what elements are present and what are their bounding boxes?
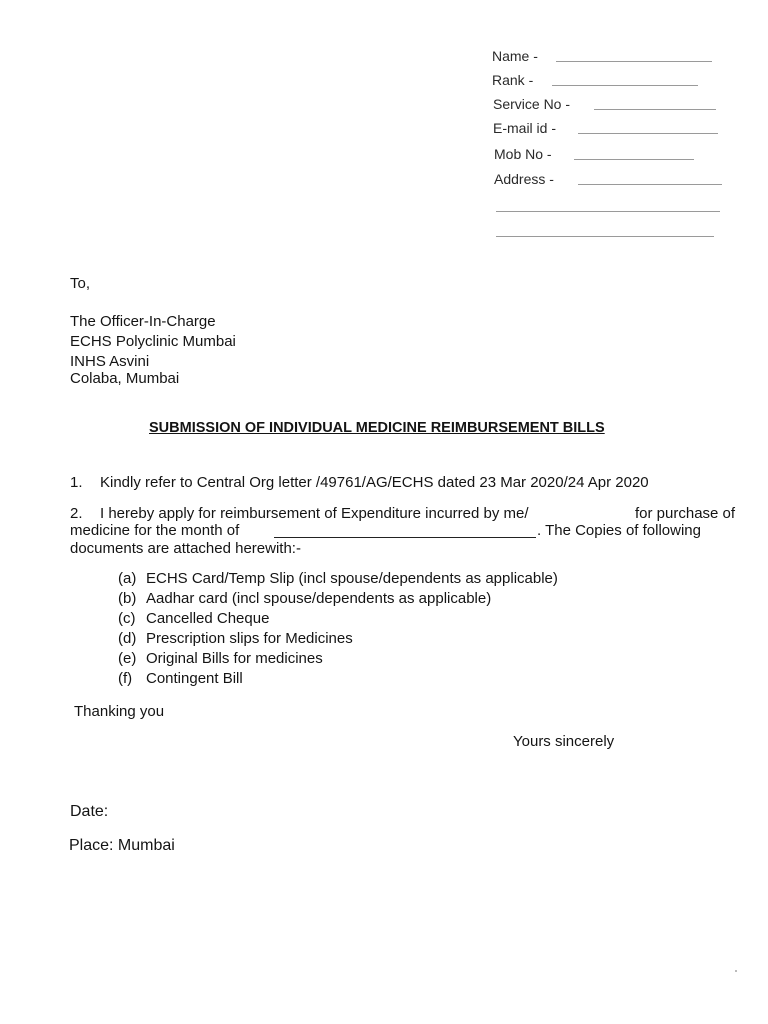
recipient-line: The Officer-In-Charge [70,313,216,330]
sender-field-address [494,171,554,187]
field-separator: - [533,48,538,64]
list-item [118,670,243,687]
list-marker: (d) [118,630,137,647]
recipient-line: INHS Asvini [70,353,150,370]
field-separator: - [551,120,557,136]
field-label: Name [492,48,530,64]
list-item [118,570,558,587]
paragraph-2-line-3: documents are attached herewith:- [70,540,301,557]
list-item [118,630,353,647]
sender-field-email [493,120,556,136]
paragraph-2-line-1 [70,505,736,522]
email-fill-line [578,133,718,134]
recipient-line: ECHS Polyclinic Mumbai [70,333,236,350]
field-label: Mob No [494,146,544,162]
thanking-text: Thanking you [74,703,165,720]
paragraph-text: Kindly refer to Central Org letter /49761/AG/ECHS dated 23 Mar 2020/24 Apr 2020 [100,474,649,491]
sender-field-service-no [493,96,570,112]
field-separator: - [549,171,554,187]
list-item [118,650,323,667]
list-marker: (f) [118,670,133,687]
field-label: Address [494,171,546,187]
subject-heading: SUBMISSION OF INDIVIDUAL MEDICINE REIMBURSEMENT BILLS [149,420,605,436]
paragraph-number: 2. [70,505,83,522]
field-label: Rank [492,72,525,88]
scan-speck [735,970,737,972]
paragraph-2-line-2 [70,522,724,539]
paragraph-1 [70,474,649,491]
paragraph-text: for purchase of [635,505,736,522]
field-separator: - [528,72,534,88]
address-fill-line-3 [496,236,714,237]
sender-field-name [492,48,538,64]
list-item [118,610,269,627]
field-separator: - [565,96,571,112]
address-fill-line-2 [496,211,720,212]
paragraph-text: medicine for the month of [70,522,240,539]
sender-field-rank [492,72,533,88]
list-item-text: Aadhar card (incl spouse/dependents as applicable) [146,590,492,607]
recipient-line: Colaba, Mumbai [70,370,180,387]
address-fill-line-1 [578,184,722,185]
name-fill-line [556,61,712,62]
list-item-text: Contingent Bill [146,670,243,687]
field-label: E-mail id [493,120,548,136]
list-item-text: ECHS Card/Temp Slip (incl spouse/dependents as applicable) [146,570,558,587]
month-fill-line [274,523,536,538]
paragraph-text: I hereby apply for reimbursement of Expenditure incurred by me/ [100,505,529,522]
date-label: Date: [70,803,109,820]
field-label: Service No [493,96,562,112]
rank-fill-line [552,85,698,86]
sender-field-mob-no [494,146,552,162]
to-label: To, [70,275,91,292]
paragraph-text: . The Copies of following [537,522,701,539]
paragraph-number: 1. [70,474,83,491]
list-item-text: Original Bills for medicines [146,650,323,667]
field-separator: - [546,146,552,162]
service-no-fill-line [594,109,716,110]
list-item [118,590,491,607]
list-marker: (b) [118,590,137,607]
place-label: Place: Mumbai [69,837,175,854]
list-item-text: Prescription slips for Medicines [146,630,353,647]
mob-no-fill-line [574,159,694,160]
list-marker: (c) [118,610,136,627]
closing-text: Yours sincerely [513,733,615,750]
list-item-text: Cancelled Cheque [146,610,270,627]
list-marker: (a) [118,570,137,587]
list-marker: (e) [118,650,137,667]
